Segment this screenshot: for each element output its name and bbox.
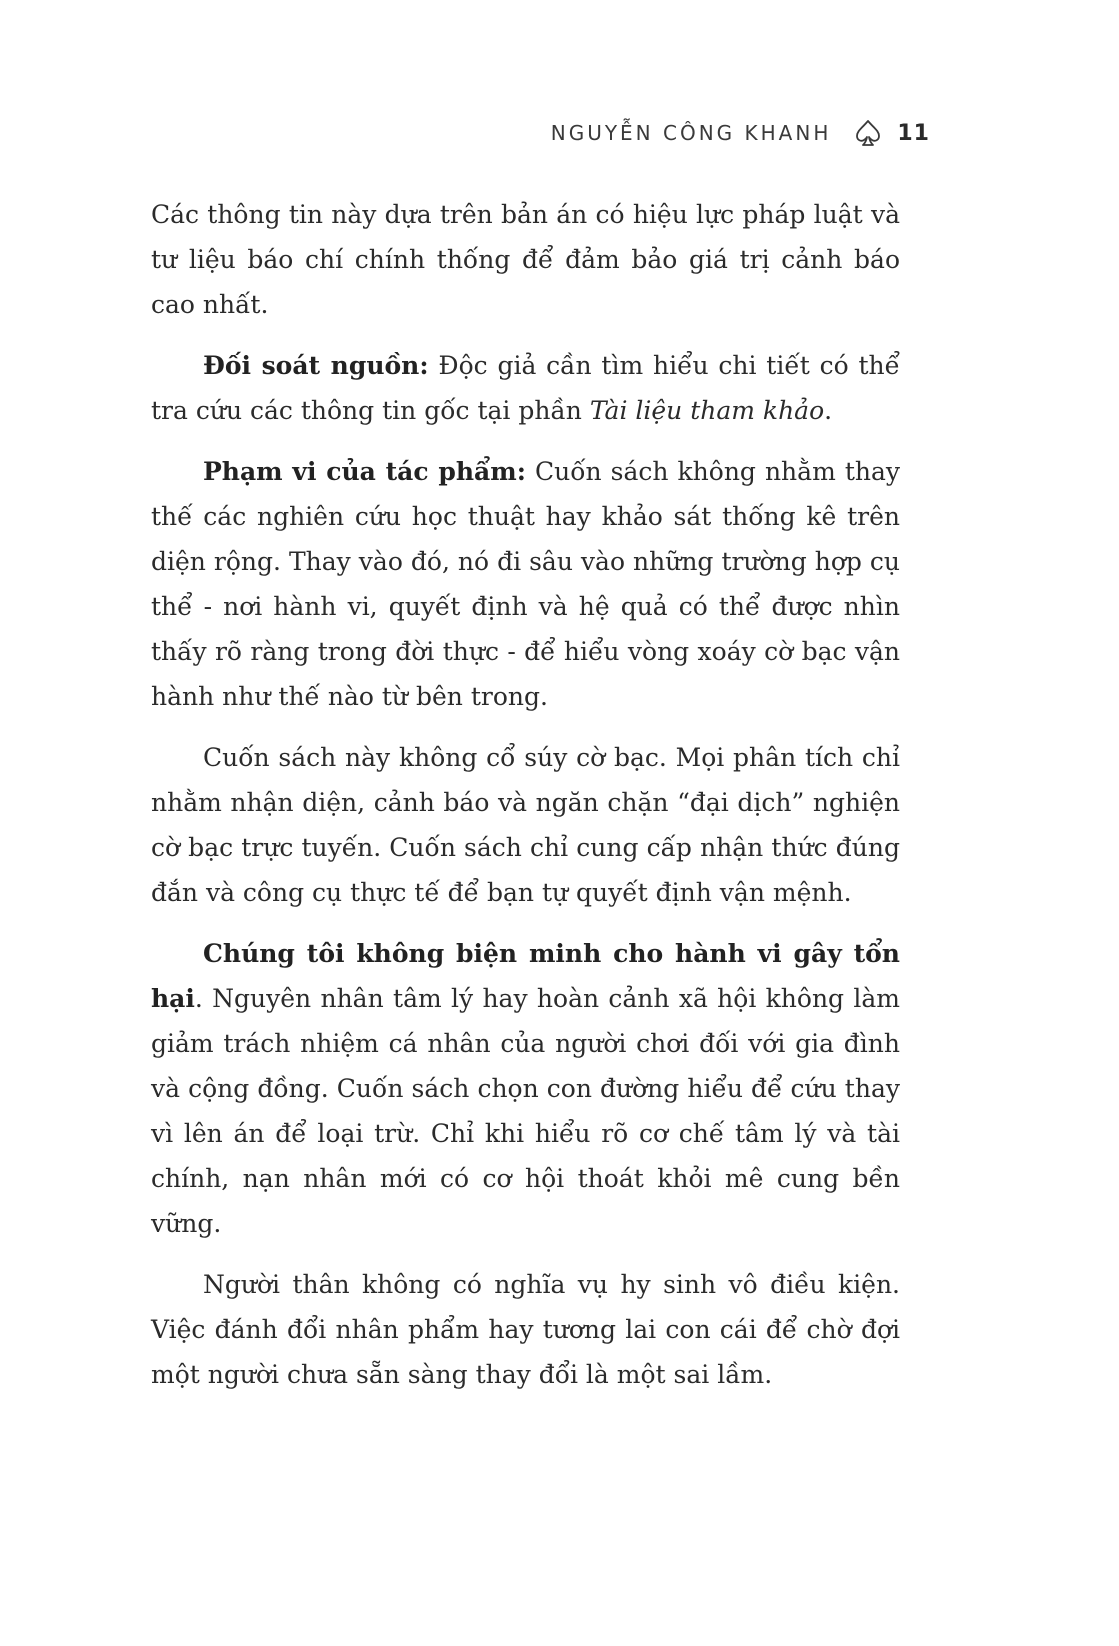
paragraph-family [151,1262,900,1397]
paragraph-lead: Đối soát nguồn: [203,351,429,380]
paragraph-text: Cuốn sách không nhằm thay thế các nghiên cứu học thuật hay khảo sát thống kê trên diện rộng. Thay vào đó, nó đi sâu vào những trường hợp cụ thể - nơi hành vi, quyết định và hệ quả có thể được nhìn thấy rõ ràng trong đời thực - để hiểu vòng xoáy cờ bạc vận hành như thế nào từ bên trong. [151,457,900,711]
author-name: NGUYỄN CÔNG KHANH [550,121,832,145]
paragraph-text: Cuốn sách này không cổ súy cờ bạc. Mọi phân tích chỉ nhằm nhận diện, cảnh báo và ngăn chặn “đại dịch” nghiện cờ bạc trực tuyến. Cuốn sách chỉ cung cấp nhận thức đúng đắn và công cụ thực tế để bạn tự quyết định vận mệnh. [151,743,900,907]
body-text [151,192,900,1413]
paragraph-text: Độc giả cần tìm hiểu chi tiết có thể tra cứu các thông tin gốc tại phần [151,351,900,425]
paragraph-lead: Phạm vi của tác phẩm: [203,457,526,486]
paragraph-end: . [824,396,833,425]
paragraph-source-check [151,343,900,433]
page-number: 11 [897,120,930,146]
spade-outline-icon [853,118,883,148]
reference-section-name: Tài liệu tham khảo [589,396,825,425]
paragraph-no-justification [151,931,900,1246]
paragraph-text: Các thông tin này dựa trên bản án có hiệu lực pháp luật và tư liệu báo chí chính thống để đảm bảo giá trị cảnh báo cao nhất. [151,200,900,319]
paragraph-no-endorsement [151,735,900,915]
paragraph-scope [151,449,900,719]
paragraph-lead: Chúng tôi không biện minh cho hành vi gây tổn hại [151,939,900,1013]
paragraph-sources [151,192,900,327]
running-header [551,118,930,148]
paragraph-text: . Nguyên nhân tâm lý hay hoàn cảnh xã hội không làm giảm trách nhiệm cá nhân của người chơi đối với gia đình và cộng đồng. Cuốn sách chọn con đường hiểu để cứu thay vì lên án để loại trừ. Chỉ khi hiểu rõ cơ chế tâm lý và tài chính, nạn nhân mới có cơ hội thoát khỏi mê cung bền vững. [151,984,900,1238]
paragraph-text: Người thân không có nghĩa vụ hy sinh vô điều kiện. Việc đánh đổi nhân phẩm hay tương lai con cái để chờ đợi một người chưa sẵn sàng thay đổi là một sai lầm. [151,1270,900,1389]
